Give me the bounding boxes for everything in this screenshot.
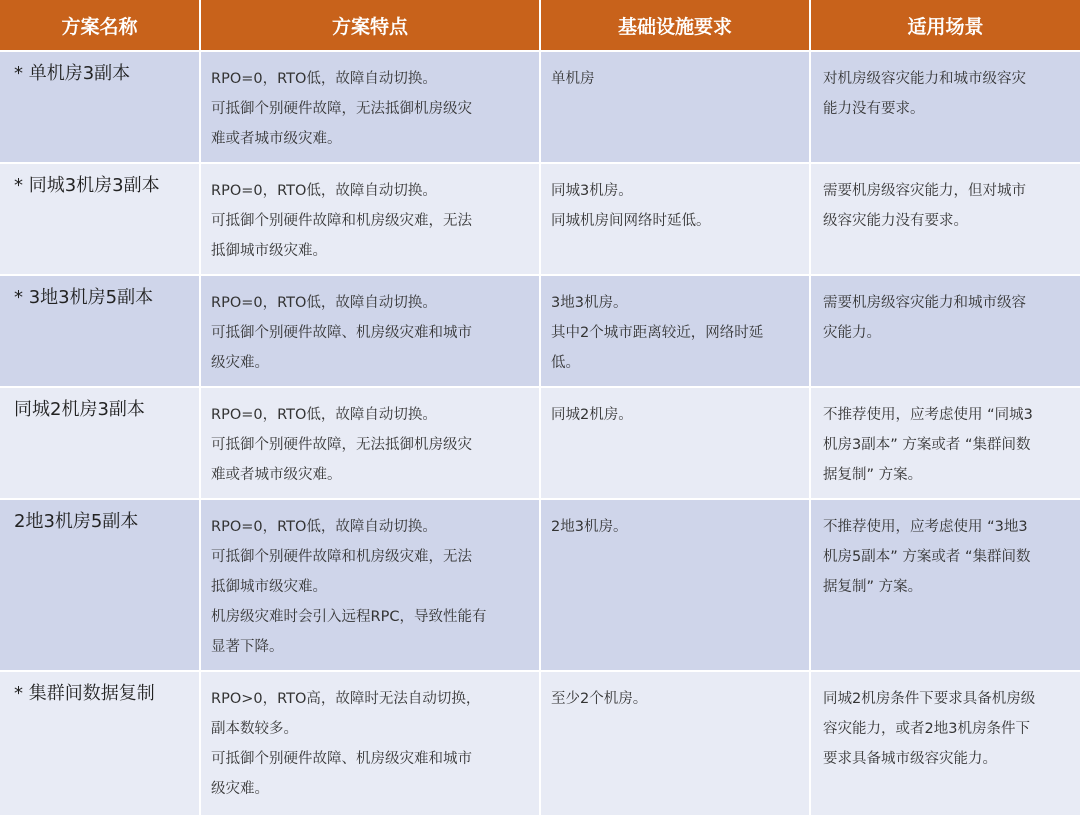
scene-line: 能力没有要求。 [823, 101, 925, 117]
scene-cell [810, 163, 1080, 275]
scene-line: 需要机房级容灾能力，但对城市 [823, 183, 1026, 199]
infra-line: 2地3机房。 [551, 519, 628, 535]
infra-line: 同城机房间网络时延低。 [551, 213, 711, 229]
feature-line: 可抵御个别硬件故障和机房级灾难，无法 [211, 549, 472, 565]
feature-line: 抵御城市级灾难。 [211, 579, 327, 595]
infra-cell [540, 163, 810, 275]
scene-line: 容灾能力，或者2地3机房条件下 [823, 721, 1030, 737]
plan-name: 2地3机房5副本 [14, 511, 139, 532]
plan-name: 同城2机房3副本 [14, 399, 145, 420]
infra-line: 同城3机房。 [551, 183, 633, 199]
scene-line: 灾能力。 [823, 325, 881, 341]
scene-cell [810, 671, 1080, 816]
feature-line: RPO=0，RTO低，故障自动切换。 [211, 407, 437, 423]
feature-line: 可抵御个别硬件故障，无法抵御机房级灾 [211, 437, 472, 453]
features-cell [200, 387, 540, 499]
table-row [0, 499, 1080, 671]
scene-line: 据复制” 方案。 [823, 579, 923, 595]
features-cell [200, 499, 540, 671]
scene-line: 级容灾能力没有要求。 [823, 213, 968, 229]
scene-cell [810, 499, 1080, 671]
infra-cell [540, 51, 810, 163]
feature-line: 难或者城市级灾难。 [211, 467, 342, 483]
infra-line: 单机房 [551, 71, 595, 87]
scene-cell [810, 51, 1080, 163]
header-plan-features: 方案特点 [200, 0, 540, 51]
feature-line: RPO=0，RTO低，故障自动切换。 [211, 71, 437, 87]
infra-cell [540, 387, 810, 499]
feature-line: RPO>0，RTO高，故障时无法自动切换， [211, 691, 481, 707]
table-row [0, 275, 1080, 387]
features-cell [200, 671, 540, 816]
plan-name-cell [0, 163, 200, 275]
feature-line: 抵御城市级灾难。 [211, 243, 327, 259]
features-cell [200, 275, 540, 387]
feature-line: RPO=0，RTO低，故障自动切换。 [211, 183, 437, 199]
scene-line: 要求具备城市级容灾能力。 [823, 751, 997, 767]
infra-cell [540, 671, 810, 816]
features-cell [200, 51, 540, 163]
features-cell [200, 163, 540, 275]
table-row [0, 163, 1080, 275]
plan-name-cell [0, 51, 200, 163]
plan-name-cell [0, 499, 200, 671]
header-row [0, 0, 1080, 51]
infra-line: 至少2个机房。 [551, 691, 648, 707]
feature-line: 可抵御个别硬件故障、机房级灾难和城市 [211, 325, 472, 341]
plan-name-cell [0, 387, 200, 499]
plan-name: * 集群间数据复制 [14, 683, 155, 704]
infra-cell [540, 499, 810, 671]
feature-line: 级灾难。 [211, 781, 269, 797]
scene-cell [810, 275, 1080, 387]
plan-name: * 单机房3副本 [14, 63, 131, 84]
plan-name-cell [0, 671, 200, 816]
feature-line: RPO=0，RTO低，故障自动切换。 [211, 295, 437, 311]
scene-line: 不推荐使用，应考虑使用 “同城3 [823, 407, 1033, 423]
feature-line: RPO=0，RTO低，故障自动切换。 [211, 519, 437, 535]
table-row [0, 387, 1080, 499]
scene-line: 同城2机房条件下要求具备机房级 [823, 691, 1036, 707]
feature-line: 副本数较多。 [211, 721, 298, 737]
feature-line: 难或者城市级灾难。 [211, 131, 342, 147]
scene-cell [810, 387, 1080, 499]
feature-line: 可抵御个别硬件故障、机房级灾难和城市 [211, 751, 472, 767]
scene-line: 不推荐使用，应考虑使用 “3地3 [823, 519, 1028, 535]
scene-line: 据复制” 方案。 [823, 467, 923, 483]
plan-name: * 3地3机房5副本 [14, 287, 154, 308]
scene-line: 需要机房级容灾能力和城市级容 [823, 295, 1026, 311]
infra-line: 3地3机房。 [551, 295, 628, 311]
scene-line: 对机房级容灾能力和城市级容灾 [823, 71, 1026, 87]
feature-line: 显著下降。 [211, 639, 284, 655]
plan-name-cell [0, 275, 200, 387]
scene-line: 机房5副本” 方案或者 “集群间数 [823, 549, 1031, 565]
plan-name: * 同城3机房3副本 [14, 175, 160, 196]
infra-line: 其中2个城市距离较近，网络时延 [551, 325, 764, 341]
infra-line: 同城2机房。 [551, 407, 633, 423]
header-scenario: 适用场景 [810, 0, 1080, 51]
table-row [0, 671, 1080, 816]
infra-cell [540, 275, 810, 387]
infra-line: 低。 [551, 355, 580, 371]
header-plan-name: 方案名称 [0, 0, 200, 51]
feature-line: 机房级灾难时会引入远程RPC，导致性能有 [211, 609, 487, 625]
feature-line: 可抵御个别硬件故障，无法抵御机房级灾 [211, 101, 472, 117]
header-infrastructure: 基础设施要求 [540, 0, 810, 51]
feature-line: 可抵御个别硬件故障和机房级灾难，无法 [211, 213, 472, 229]
scene-line: 机房3副本” 方案或者 “集群间数 [823, 437, 1031, 453]
table-row [0, 51, 1080, 163]
feature-line: 级灾难。 [211, 355, 269, 371]
